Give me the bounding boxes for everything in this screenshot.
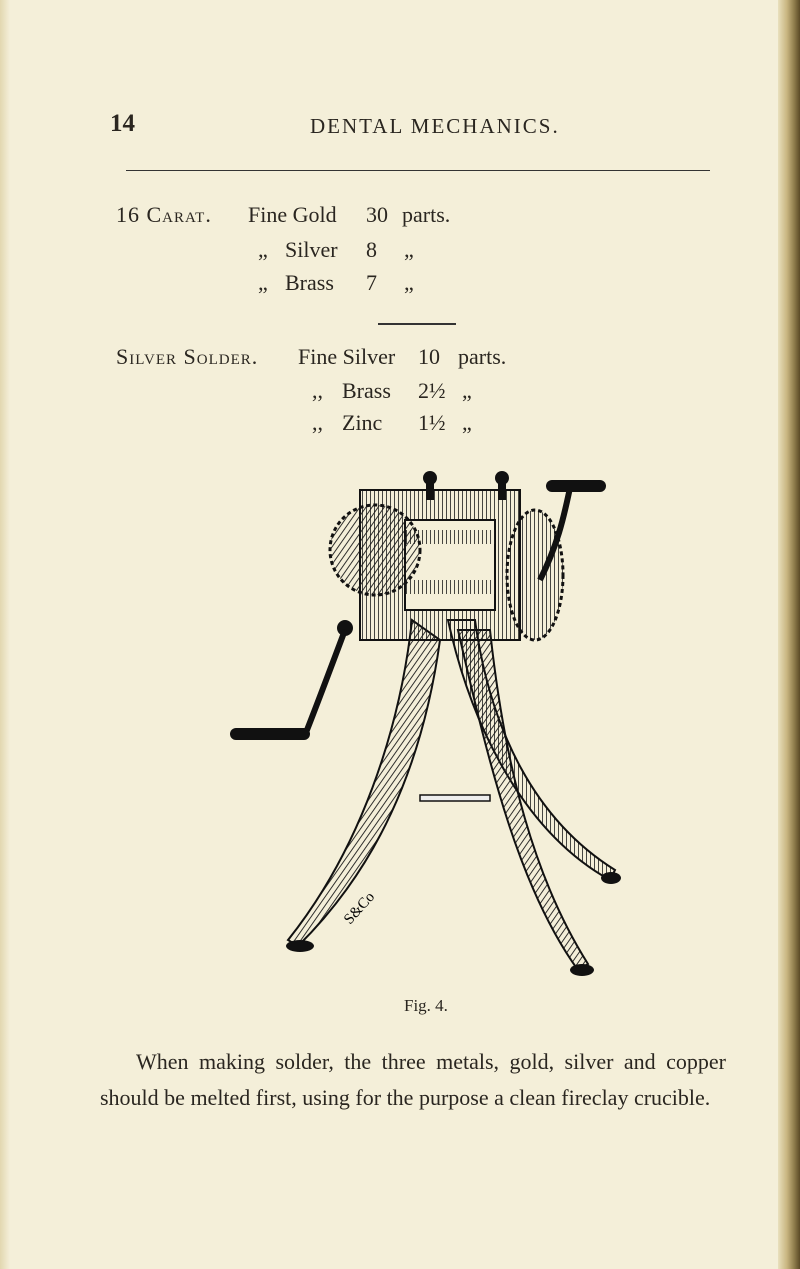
recipe-metal: Fine Gold [248, 202, 337, 227]
foot [570, 964, 594, 976]
maker-mark: S&Co [341, 889, 379, 928]
page-edge-right [778, 0, 800, 1269]
ditto-mark: „ [462, 378, 472, 403]
crank-handle [546, 480, 606, 492]
page-edge-left [0, 0, 10, 1269]
header-rule [126, 170, 710, 171]
section-rule [378, 323, 456, 325]
gear [330, 505, 420, 595]
ditto-mark: „ [404, 237, 414, 262]
recipe-unit: parts. [402, 202, 451, 227]
recipe-qty: 8 [366, 237, 377, 262]
cross-bar [420, 795, 490, 801]
ditto-mark: „ [404, 270, 414, 295]
rolling-mill-engraving [190, 470, 640, 990]
gear [507, 510, 563, 640]
left-crank [305, 630, 345, 735]
recipe-qty: 30 [366, 202, 388, 227]
ditto-mark: „ [258, 270, 268, 295]
paragraph-text: When making solder, the three metals, gold, silver and copper should be melted first, using for the purpose a clean fireclay crucible. [100, 1049, 726, 1110]
recipe-metal: Zinc [342, 410, 383, 435]
recipe-metal: Brass [342, 378, 391, 403]
recipe-metal: Brass [285, 270, 334, 295]
page-number: 14 [110, 110, 135, 137]
figure-caption: Fig. 4. [404, 996, 448, 1015]
recipe-metal: Silver [285, 237, 338, 262]
recipe-metal: Fine Silver [298, 344, 396, 369]
recipe-name: Silver Solder. [116, 344, 259, 369]
ditto-mark: ,, [312, 410, 323, 435]
foot [286, 940, 314, 952]
recipe-qty: 1½ [418, 410, 446, 435]
recipe-qty: 7 [366, 270, 377, 295]
ditto-mark: ,, [312, 378, 323, 403]
ditto-mark: „ [462, 410, 472, 435]
running-head: DENTAL MECHANICS. [310, 114, 560, 138]
recipe-qty: 2½ [418, 378, 446, 403]
recipe-unit: parts. [458, 344, 507, 369]
crank-handle [230, 728, 310, 740]
recipe-name: 16 Carat. [116, 202, 212, 227]
foot [601, 872, 621, 884]
ditto-mark: „ [258, 237, 268, 262]
body-paragraph [100, 1044, 726, 1116]
recipe-qty: 10 [418, 344, 440, 369]
